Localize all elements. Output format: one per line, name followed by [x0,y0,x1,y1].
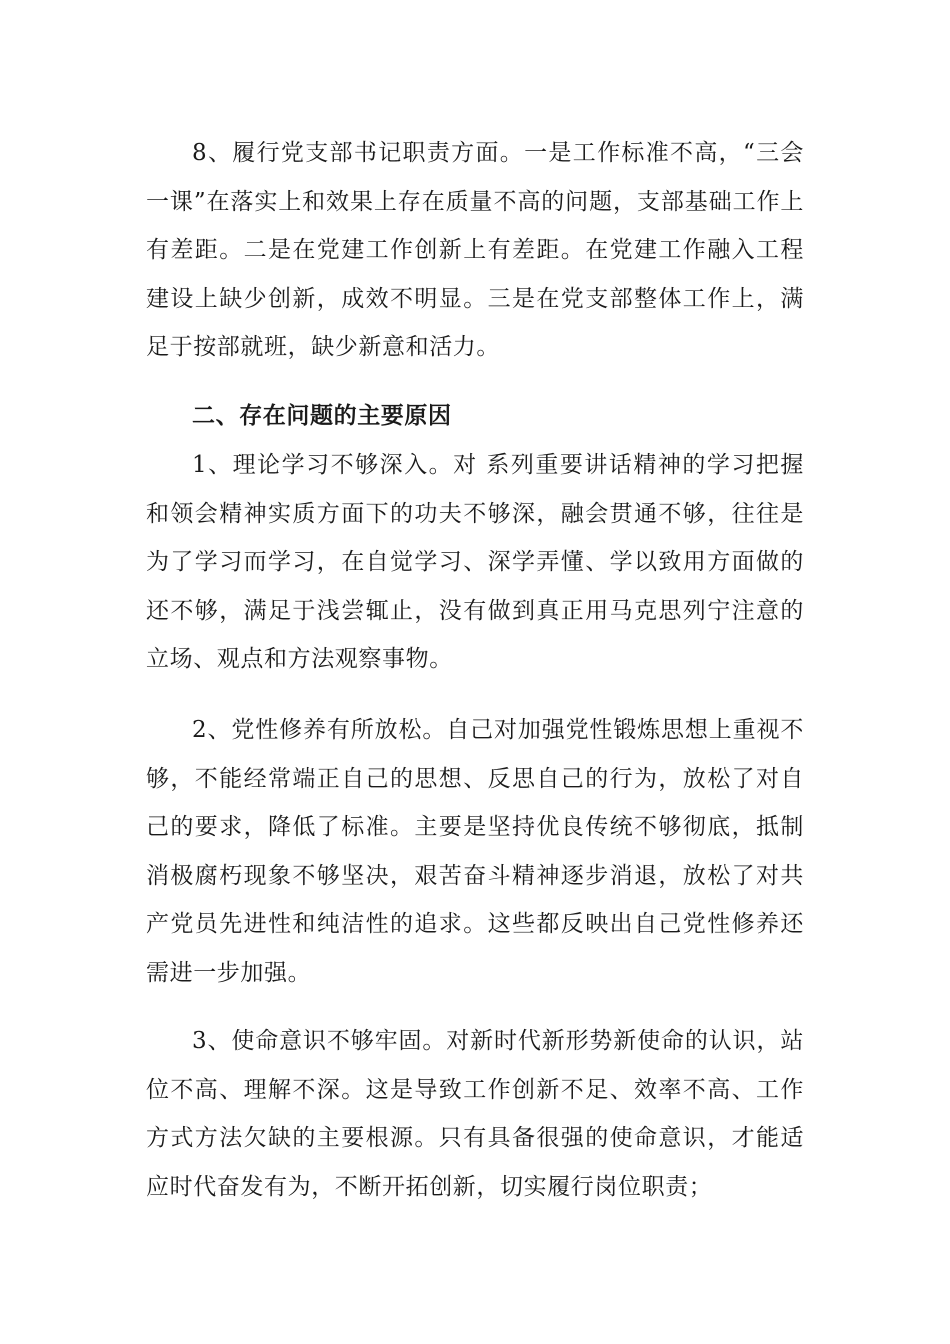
paragraph-reason-3: 3、使命意识不够牢固。对新时代新形势新使命的认识，站位不高、理解不深。这是导致工作创新不足、效率不高、工作方式方法欠缺的主要根源。只有具备很强的使命意识，才能适应时代奋发有为，不断开拓创新，切实履行岗位职责； [146,1028,804,1200]
section-heading: 二、存在问题的主要原因 [192,402,452,429]
paragraph-item-8: 8、履行党支部书记职责方面。一是工作标准不高，“三会一课”在落实上和效果上存在质量不高的问题，支部基础工作上有差距。二是在党建工作创新上有差距。在党建工作融入工程建设上缺少创新，成效不明显。三是在党支部整体工作上，满足于按部就班，缺少新意和活力。 [146,140,804,361]
paragraph-reason-1: 1、理论学习不够深入。对 系列重要讲话精神的学习把握和领会精神实质方面下的功夫不够深，融会贯通不够，往往是为了学习而学习，在自觉学习、深学弄懂、学以致用方面做的还不够，满足于浅尝辄止，没有做到真正用马克思列宁注意的立场、观点和方法观察事物。 [146,452,804,673]
paragraph-reason-2: 2、党性修养有所放松。自己对加强党性锻炼思想上重视不够，不能经常端正自己的思想、反思自己的行为，放松了对自己的要求，降低了标准。主要是坚持优良传统不够彻底，抵制消极腐朽现象不够坚决，艰苦奋斗精神逐步消退，放松了对共产党员先进性和纯洁性的追求。这些都反映出自己党性修养还需进一步加强。 [146,717,804,986]
